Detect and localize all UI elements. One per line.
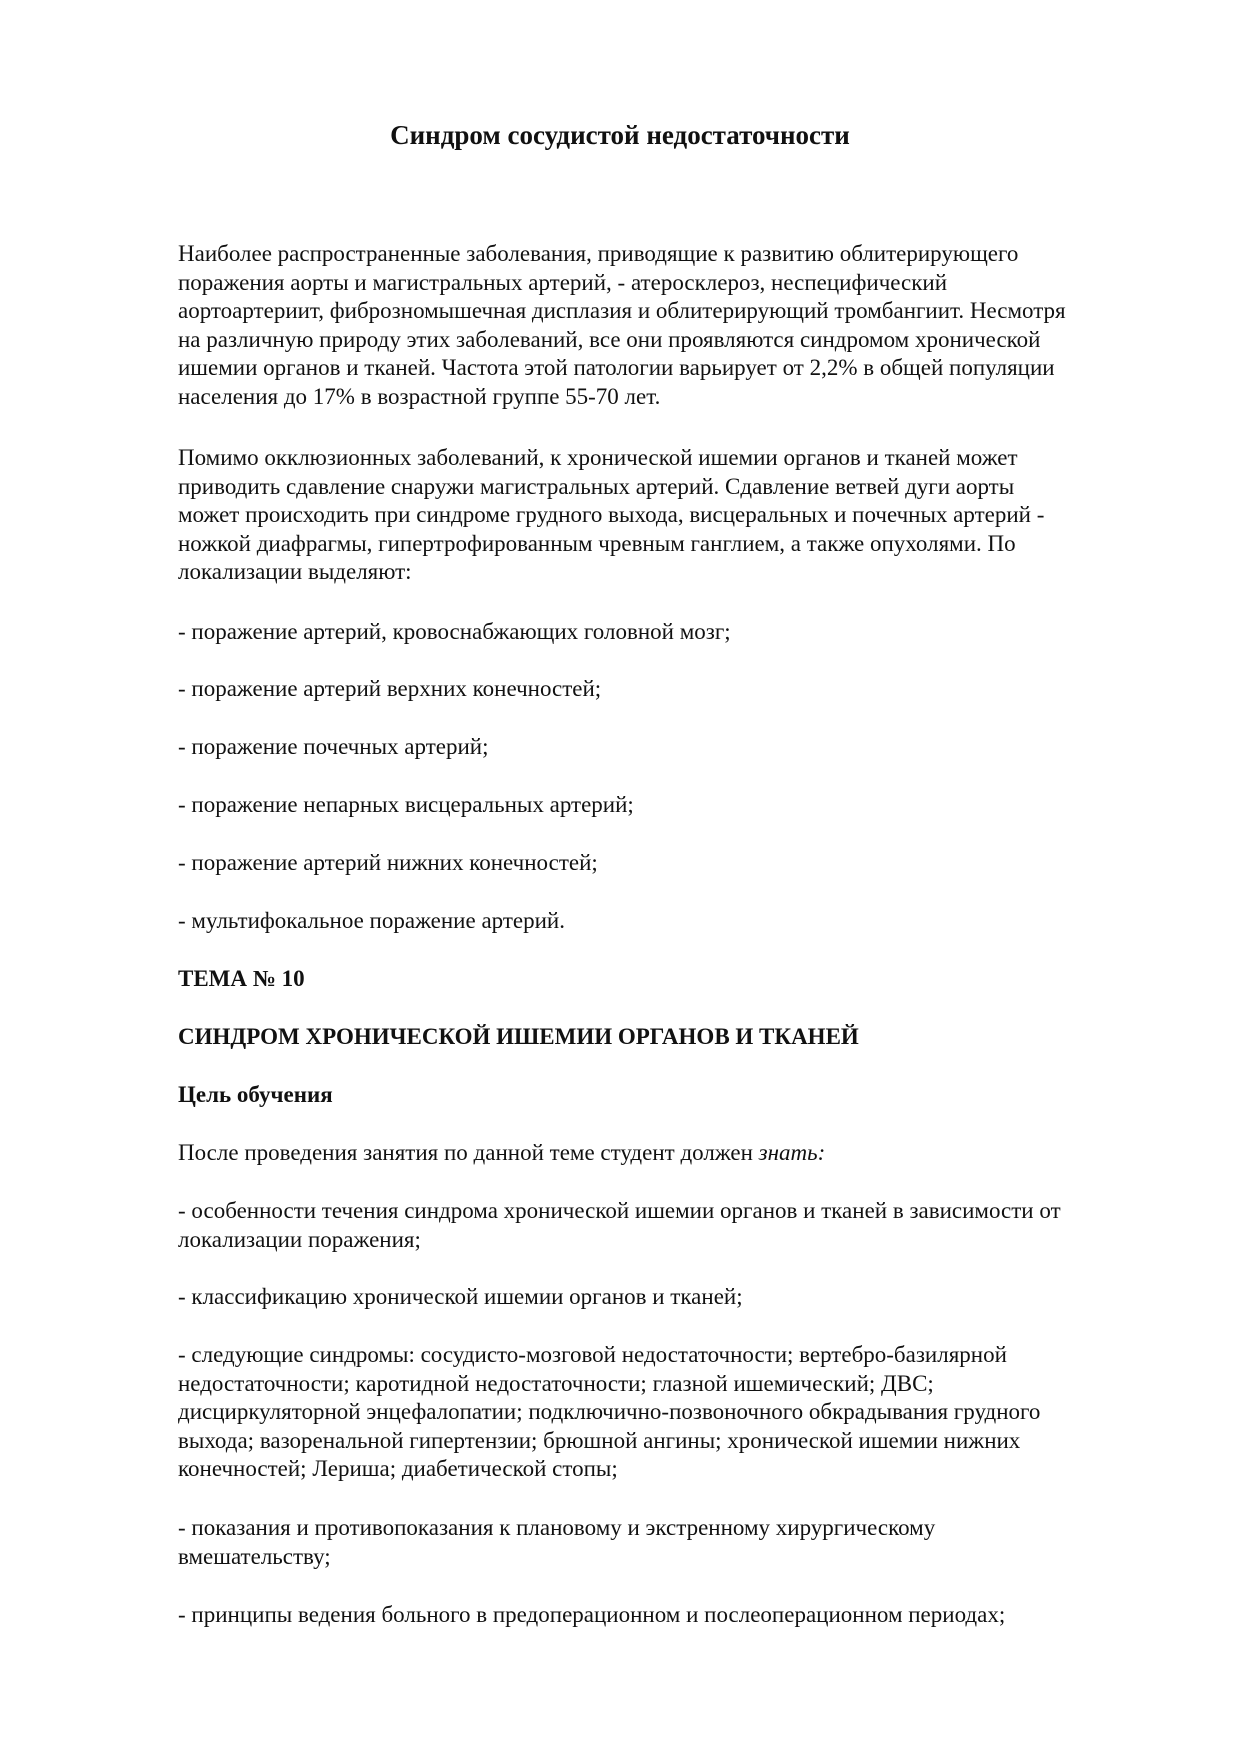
knowledge-item-line: локализации поражения;: [178, 1226, 421, 1252]
knowledge-item-line: - показания и противопоказания к плановому и экстренному хирургическому: [178, 1515, 936, 1540]
knowledge-item: [178, 1514, 1168, 1571]
knowledge-item-line: конечностей; Лериша; диабетической стопы;: [178, 1456, 618, 1481]
intro-line: аортоартериит, фиброзномышечная дисплазия и облитерирующий тромбангиит. Несмотря: [178, 298, 1066, 323]
knowledge-item: [178, 1197, 1168, 1254]
list-item-brain-arteries: - поражение артерий, кровоснабжающих головной мозг;: [178, 619, 731, 644]
goal-intro: [178, 1139, 1168, 1168]
knowledge-item-line: - принципы ведения больного в предоперационном и послеоперационном периодах;: [178, 1602, 1006, 1627]
list-item-visceral-arteries: - поражение непарных висцеральных артерий;: [178, 792, 634, 817]
knowledge-item-line: дисциркуляторной энцефалопатии; подключично-позвоночного обкрадывания грудного: [178, 1399, 1041, 1424]
second-paragraph-line: приводить сдавление снаружи магистральных артерий. Сдавление ветвей дуги аорты: [178, 473, 1015, 499]
knowledge-item-line: - особенности течения синдрома хронической ишемии органов и тканей в зависимости от: [178, 1198, 1061, 1223]
second-paragraph-line: может происходить при синдроме грудного выхода, висцеральных и почечных артерий -: [178, 502, 1045, 527]
intro-line: ишемии органов и тканей. Частота этой патологии варьирует от 2,2% в общей популяции: [178, 355, 1055, 380]
intro-line: населения до 17% в возрастной группе 55-70 лет.: [178, 383, 661, 409]
knowledge-item-line: - следующие синдромы: сосудисто-мозговой недостаточности; вертебро-базилярной: [178, 1342, 1007, 1367]
second-paragraph-line: ножкой диафрагмы, гипертрофированным чревным ганглием, а также опухолями. По: [178, 530, 1016, 556]
list-item-upper-limb-arteries: - поражение артерий верхних конечностей;: [178, 676, 602, 701]
goal-intro-text: После проведения занятия по данной теме студент должен: [178, 1140, 759, 1165]
intro-line: Наиболее распространенные заболевания, приводящие к развитию облитерирующего: [178, 241, 1019, 266]
knowledge-item-line: выхода; вазоренальной гипертензии; брюшной ангины; хронической ишемии нижних: [178, 1427, 1021, 1453]
topic-number: ТЕМА № 10: [178, 966, 305, 991]
second-paragraph: [178, 444, 1168, 587]
goal-intro-emphasis: знать:: [758, 1140, 826, 1165]
list-item-lower-limb-arteries: - поражение артерий нижних конечностей;: [178, 850, 598, 875]
second-paragraph-line: Помимо окклюзионных заболеваний, к хронической ишемии органов и тканей может: [178, 445, 1018, 470]
list-item-multifocal: - мультифокальное поражение артерий.: [178, 908, 565, 933]
knowledge-item-line: недостаточности; каротидной недостаточности; глазной ишемический; ДВС;: [178, 1370, 934, 1396]
topic-title: СИНДРОМ ХРОНИЧЕСКОЙ ИШЕМИИ ОРГАНОВ И ТКАНЕЙ: [178, 1024, 859, 1049]
knowledge-item: [178, 1283, 1168, 1312]
knowledge-item-line: - классификацию хронической ишемии органов и тканей;: [178, 1284, 743, 1309]
goal-heading: Цель обучения: [178, 1082, 333, 1107]
knowledge-item: [178, 1601, 1168, 1630]
second-paragraph-line: локализации выделяют:: [178, 559, 412, 584]
knowledge-item-line: вмешательству;: [178, 1543, 331, 1569]
intro-line: поражения аорты и магистральных артерий, - атеросклероз, неспецифический: [178, 269, 948, 295]
intro-line: на различную природу этих заболеваний, все они проявляются синдромом хронической: [178, 326, 1041, 352]
list-item-renal-arteries: - поражение почечных артерий;: [178, 734, 489, 759]
intro-paragraph: [178, 240, 1168, 411]
page-title: Синдром сосудистой недостаточности: [390, 120, 850, 150]
knowledge-item: [178, 1341, 1168, 1484]
